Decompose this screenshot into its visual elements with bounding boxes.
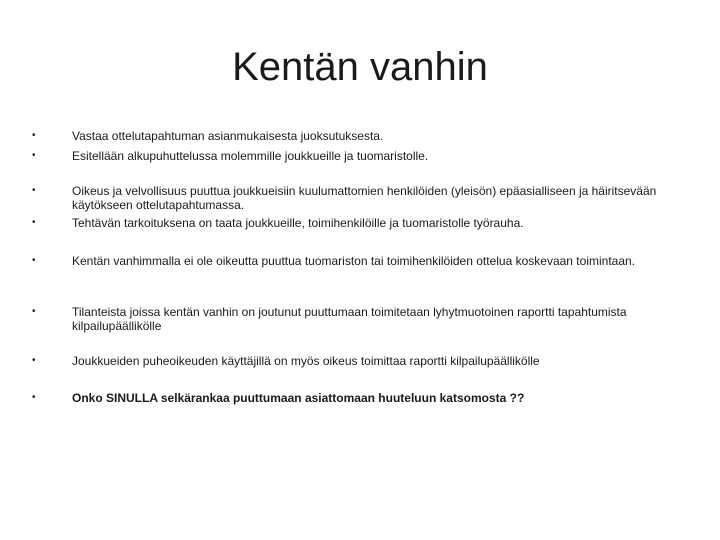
bullet-text: Esitellään alkupuhuttelussa molemmille joukkueille ja tuomaristolle. xyxy=(72,149,429,163)
bullet-text: Kentän vanhimmalla ei ole oikeutta puuttua tuomariston tai toimihenkilöiden ottelua koskevaan toimintaan. xyxy=(72,254,636,268)
bullet-text: Vastaa ottelutapahtuman asianmukaisesta juoksutuksesta. xyxy=(72,129,384,143)
bullet-text: Tilanteista joissa kentän vanhin on joutunut puuttumaan toimitetaan lyhytmuotoinen raportti tapahtumista kilpailupäällikölle xyxy=(72,305,627,333)
list-item xyxy=(32,391,672,405)
list-item xyxy=(32,216,672,230)
bullet-icon: • xyxy=(32,150,36,161)
bullet-text: Tehtävän tarkoituksena on taata joukkueille, toimihenkilöille ja tuomaristolle työrauha. xyxy=(72,216,524,230)
bullet-icon: • xyxy=(32,355,36,366)
bullet-text: Joukkueiden puheoikeuden käyttäjillä on myös oikeus toimittaa raportti kilpailupäällikölle xyxy=(72,354,540,368)
slide-title: Kentän vanhin xyxy=(232,45,488,89)
bullet-icon: • xyxy=(32,185,36,196)
bullet-icon: • xyxy=(32,255,36,266)
list-item xyxy=(32,184,672,212)
bullet-icon: • xyxy=(32,306,36,317)
bullet-text: Onko SINULLA selkärankaa puuttumaan asiattomaan huuteluun katsomosta ?? xyxy=(72,391,525,405)
bullet-text: Oikeus ja velvollisuus puuttua joukkueisiin kuulumattomien henkilöiden (yleisön) epäasialliseen ja häiritsevään käytökseen ottelutapahtumassa. xyxy=(72,184,657,212)
bullet-icon: • xyxy=(32,130,36,141)
list-item xyxy=(32,254,672,268)
list-item xyxy=(32,354,672,368)
list-item xyxy=(32,305,672,333)
bullet-icon: • xyxy=(32,217,36,228)
list-item xyxy=(32,149,672,163)
list-item xyxy=(32,129,672,143)
bullet-icon: • xyxy=(32,392,36,403)
